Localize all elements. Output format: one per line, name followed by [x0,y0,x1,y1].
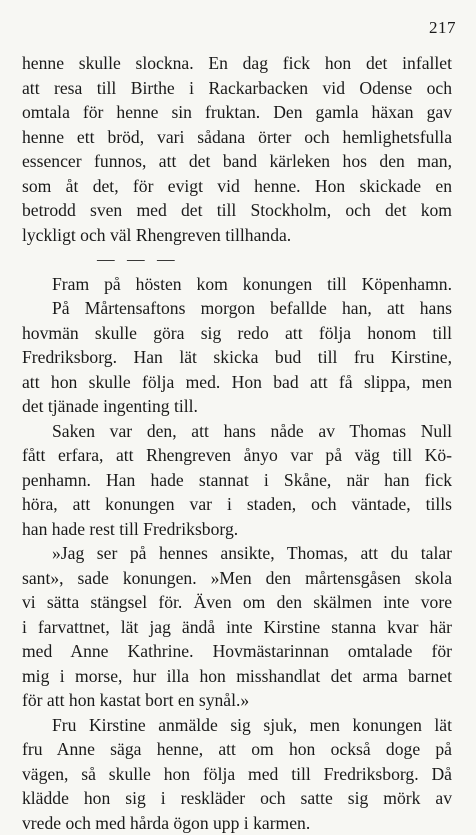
text-line: vrede och med hårda ögon upp i karmen. [22,811,452,835]
text-line: som åt det, för evigt vid henne. Hon skickade en [22,174,452,199]
text-line: sant», sade konungen. »Men den mårtensgåsen skola [22,566,452,591]
text-line: penhamn. Han hade stannat i Skåne, när han fick [22,468,452,493]
text-line: På Mårtensaftons morgon befallde han, att hans [22,296,452,321]
body-text [22,51,452,835]
text-line: för att hon kastat bort en synål.» [22,688,452,713]
text-line: att resa till Birthe i Rackarbacken vid Odense och [22,76,452,101]
text-line: klädde hon sig i reskläder och satte sig mörk av [22,786,452,811]
text-line: det tjänade ingenting till. [22,394,452,419]
text-line: höra, att konungen var i staden, och väntade, tills [22,492,452,517]
section-separator: — — — [22,247,452,272]
text-line: han hade rest till Fredriksborg. [22,517,452,542]
text-line: Fram på hösten kom konungen till Köpenhamn. [22,272,452,297]
text-line: att hon skulle följa med. Hon bad att få slippa, men [22,370,452,395]
text-line: betrodd sven med det till Stockholm, och det kom [22,198,452,223]
text-line: henne ett bröd, vari sådana örter och hemlighetsfulla [22,125,452,150]
text-line: fru Anne säga henne, att om hon också doge på [22,737,452,762]
text-line: vi sätta stängsel för. Även om den skälmen inte vore [22,590,452,615]
text-line: vägen, så skulle hon följa med till Fredriksborg. Då [22,762,452,787]
text-line: mig i morse, hur illa hon misshandlat det arma barnet [22,664,452,689]
text-line: fått erfara, att Rhengreven ånyo var på väg till Kö- [22,443,452,468]
text-line: Saken var den, att hans nåde av Thomas Null [22,419,452,444]
text-line: i farvattnet, lät jag ändå inte Kirstine stanna kvar här [22,615,452,640]
text-line: Fredriksborg. Han lät skicka bud till fru Kirstine, [22,345,452,370]
text-line: med Anne Kathrine. Hovmästarinnan omtalade för [22,639,452,664]
page-number: 217 [429,18,456,38]
text-line: Fru Kirstine anmälde sig sjuk, men konungen lät [22,713,452,738]
text-line: lyckligt och väl Rhengreven tillhanda. [22,223,452,248]
text-line: hovmän skulle göra sig redo att följa honom till [22,321,452,346]
text-line: »Jag ser på hennes ansikte, Thomas, att du talar [22,541,452,566]
text-line: essencer funnos, att det band kärleken hos den man, [22,149,452,174]
text-line: henne skulle slockna. En dag fick hon det infallet [22,51,452,76]
text-line: omtala för henne sin fruktan. Den gamla häxan gav [22,100,452,125]
